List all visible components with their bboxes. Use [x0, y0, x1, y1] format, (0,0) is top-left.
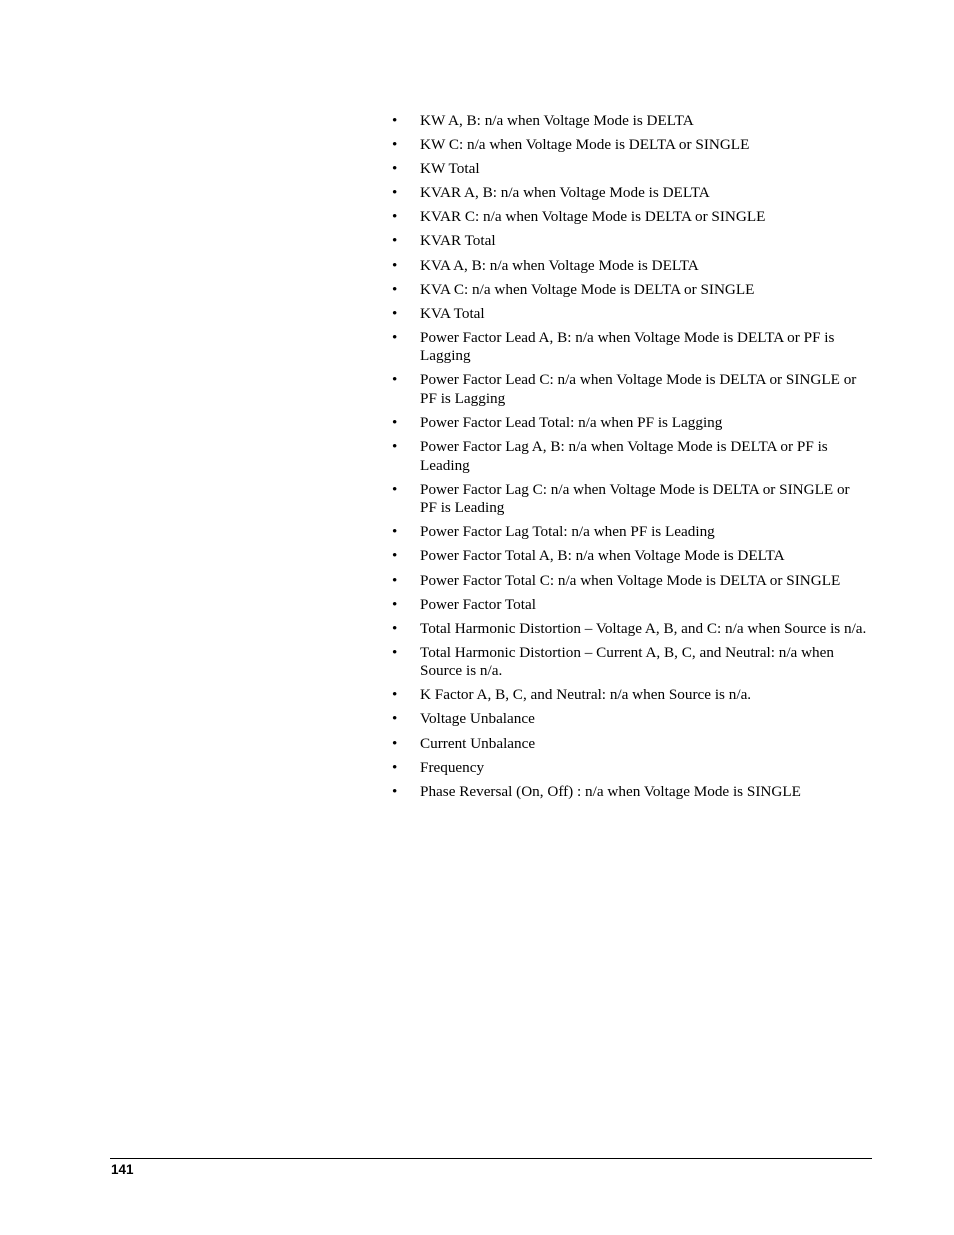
bullet-icon: • — [392, 710, 398, 728]
list-item — [392, 257, 870, 276]
page-number: 141 — [111, 1162, 134, 1177]
list-item-text: KVA C: n/a when Voltage Mode is DELTA or SINGLE — [420, 280, 755, 298]
list-item — [392, 232, 870, 251]
bullet-icon: • — [392, 208, 398, 226]
bullet-icon: • — [392, 758, 398, 776]
list-item-text: Power Factor Lead Total: n/a when PF is Lagging — [420, 414, 723, 432]
list-item-text: K Factor A, B, C, and Neutral: n/a when Source is n/a. — [420, 686, 752, 704]
bullet-icon: • — [392, 480, 398, 498]
list-item — [392, 523, 870, 542]
list-item — [392, 783, 870, 802]
list-item — [392, 596, 870, 615]
footer-divider — [110, 1158, 872, 1159]
list-item — [392, 371, 870, 408]
list-item-text: Phase Reversal (On, Off) : n/a when Voltage Mode is SINGLE — [420, 782, 801, 800]
list-item-text: KVA Total — [420, 304, 485, 322]
bullet-icon: • — [392, 232, 398, 250]
list-item-text: KW Total — [420, 160, 480, 178]
list-item-text: Power Factor Lag A, B: n/a when Voltage Mode is DELTA or PF is Leading — [420, 438, 828, 474]
list-item-text: KVAR A, B: n/a when Voltage Mode is DELTA — [420, 184, 710, 202]
bullet-icon: • — [392, 547, 398, 565]
list-item — [392, 735, 870, 754]
list-item — [392, 547, 870, 566]
list-item — [392, 329, 870, 366]
list-item — [392, 305, 870, 324]
list-item-text: KVA A, B: n/a when Voltage Mode is DELTA — [420, 256, 699, 274]
list-item — [392, 644, 870, 681]
list-item — [392, 184, 870, 203]
bullet-icon: • — [392, 686, 398, 704]
bullet-icon: • — [392, 371, 398, 389]
bullet-icon: • — [392, 619, 398, 637]
list-item — [392, 620, 870, 639]
list-item-text: Power Factor Lag C: n/a when Voltage Mode is DELTA or SINGLE or PF is Leading — [420, 480, 850, 517]
list-item-text: Frequency — [420, 758, 485, 776]
bullet-icon: • — [392, 160, 398, 178]
list-item-text: Power Factor Total A, B: n/a when Voltage Mode is DELTA — [420, 547, 785, 565]
bullet-icon: • — [392, 643, 398, 661]
list-item — [392, 208, 870, 227]
list-item-text: Power Factor Lead A, B: n/a when Voltage Mode is DELTA or PF is Lagging — [420, 328, 835, 365]
list-item — [392, 572, 870, 591]
list-item-text: KW C: n/a when Voltage Mode is DELTA or SINGLE — [420, 136, 750, 154]
list-item-text: Voltage Unbalance — [420, 710, 535, 728]
list-item-text: Total Harmonic Distortion – Current A, B, C, and Neutral: n/a when Source is n/a. — [420, 643, 834, 680]
list-item — [392, 160, 870, 179]
bullet-icon: • — [392, 414, 398, 432]
list-item — [392, 481, 870, 518]
bullet-icon: • — [392, 523, 398, 541]
list-item-text: Total Harmonic Distortion – Voltage A, B, and C: n/a when Source is n/a. — [420, 619, 867, 637]
bullet-icon: • — [392, 595, 398, 613]
list-item-text: KW A, B: n/a when Voltage Mode is DELTA — [420, 112, 694, 129]
list-item-text: KVAR C: n/a when Voltage Mode is DELTA or SINGLE — [420, 208, 766, 226]
bullet-icon: • — [392, 280, 398, 298]
list-item — [392, 710, 870, 729]
list-item-text: Current Unbalance — [420, 734, 536, 752]
list-item — [392, 281, 870, 300]
bullet-icon: • — [392, 438, 398, 456]
list-item — [392, 136, 870, 155]
list-item-text: Power Factor Total C: n/a when Voltage Mode is DELTA or SINGLE — [420, 571, 841, 589]
bullet-icon: • — [392, 571, 398, 589]
bullet-icon: • — [392, 136, 398, 154]
bullet-icon: • — [392, 184, 398, 202]
bullet-icon: • — [392, 112, 398, 129]
list-item — [392, 414, 870, 433]
bullet-icon: • — [392, 304, 398, 322]
page-content — [392, 112, 870, 807]
bullet-icon: • — [392, 328, 398, 346]
list-item — [392, 759, 870, 778]
list-item-text: Power Factor Lag Total: n/a when PF is Leading — [420, 523, 715, 541]
list-item-text: Power Factor Lead C: n/a when Voltage Mode is DELTA or SINGLE or PF is Lagging — [420, 371, 857, 407]
list-item — [392, 438, 870, 475]
list-item — [392, 112, 870, 131]
bullet-icon: • — [392, 782, 398, 800]
list-item-text: Power Factor Total — [420, 595, 536, 613]
bullet-list — [392, 112, 870, 801]
list-item-text: KVAR Total — [420, 232, 496, 250]
list-item — [392, 686, 870, 705]
bullet-icon: • — [392, 734, 398, 752]
bullet-icon: • — [392, 256, 398, 274]
